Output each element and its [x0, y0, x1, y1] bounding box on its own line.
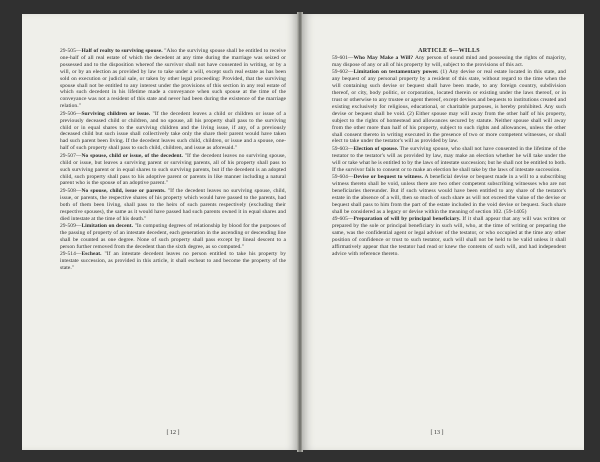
article-title: ARTICLE 6—WILLS: [418, 48, 480, 54]
section-number: 59-601: [332, 55, 348, 61]
section-number: 29-508: [60, 187, 76, 194]
section-number: 59-602: [332, 69, 348, 76]
section-text: "In computing degrees of relationship by blood for the purposes of the passing of property of an intestate decedent, each generation in the ascending or descending line shall be counted as one degree. None of such property shall pass except by lineal descent to a person further removed from the decedent than the sixth degree, as so computed.": [60, 223, 286, 250]
section-heading: Preparation of will by principal beneficiary.: [353, 216, 461, 223]
section-number: 59-604: [332, 174, 348, 181]
right-page-number: [ 13 ]: [430, 430, 444, 436]
statute-paragraph: 49-605—Preparation of will by principal beneficiary. If it shall appear that any will was written or prepared by the sole or principal beneficiary in such will, who, at the time of writing or preparing the same, was the confidential agent or legal adviser of the testator, or who occupied at the time any other position of confidence or trust to such testator, such will shall not be held to be valid unless it shall affirmatively appear that the testator had read or knew the contents of such will, and had independent advice with reference thereto.: [332, 216, 566, 257]
section-heading: Half of realty to surviving spouse.: [81, 48, 163, 54]
section-heading: Limitation on testamentary power.: [353, 69, 439, 76]
section-text: A beneficial devise or bequest made in a will to a subscribing witness thereto shall be void, unless there are two other competent subscribing witnesses who are not beneficiaries thereunder. But if such witness would have been entitled to any share of the testator's estate in the absence of a will, then so much of such share as will not exceed the value of the devise or bequest shall pass to him from the part of the estate included in the void devise or bequest. Such share shall be considered as a legacy or devise within the meaning of section 102. (59-1405): [332, 174, 566, 215]
section-heading: Who May Make a Will?: [353, 55, 414, 61]
left-page: [22, 14, 298, 450]
section-heading: Devise or bequest to witness.: [353, 174, 424, 181]
section-number: 29-509: [60, 223, 76, 230]
statute-paragraph: 29-507—No spouse, child or issue, of the decedent. "If the decedent leaves no surviving spouse, child or issue, but leaves a surviving parent or surviving parents, all of his property shall pass to such surviving parent or in equal shares to such surviving parents, but if the decedent is an adopted child, such property shall pass to his adoptive parent or parents in like manner including a natural parent who is the spouse of an adoptive parent.": [60, 152, 286, 187]
section-heading: No spouse, child, issue or parents.: [81, 187, 166, 194]
section-number: 29-505: [60, 48, 76, 54]
section-text: "Also the surviving spouse shall be entitled to receive one-half of all real estate of which the decedent at any time during the marriage was seized or possessed and to the disposition whereof the survivor shall not have consented in writing, or by a will, or by an election as provided by law to take under a will, except such real estate as has been sold on execution or judicial sale, or taken by other legal proceeding: Provided, that the surviving spouse shall not be entitled to any interest under the provisions of this section in any real estate of which such decedent in his lifetime made a conveyance when such spouse at the time of the conveyance was not a resident of this state and never had been during the existence of the marriage relation.": [60, 48, 286, 110]
section-heading: Limitation on decent.: [81, 223, 134, 230]
statute-paragraph: 29-508—No spouse, child, issue or parents. "If the decedent leaves no surviving spouse, child, issue, or parents, the respective shares of his property which would have passed to the parents, had both of them been living, shall pass to the heirs of such parents respectively (excluding their respective spouses), the same as it would have passed had such parents owned it in equal shares and died intestate at the time of his death.": [60, 187, 286, 222]
left-page-text: [60, 48, 286, 272]
section-text: "If an intestate decedent leaves no person entitled to take his property by intestate succession, as provided in this article, it shall escheat to and become the property of the state.": [60, 251, 286, 272]
section-text: "If the decedent leaves no surviving spouse, child or issue, but leaves a surviving parent or surviving parents, all of his property shall pass to such surviving parent or in equal shares to such surviving parents, but if the decedent is an adopted child, such property shall pass to his adoptive parent or parents in like manner including a natural parent who is the spouse of an adoptive parent.": [60, 152, 286, 187]
section-number: 29-514: [60, 251, 76, 258]
section-number: 49-605: [332, 216, 348, 223]
section-text: If it shall appear that any will was written or prepared by the sole or principal beneficiary in such will, who, at the time of writing or preparing the same, was the confidential agent or legal adviser of the testator, or who occupied at the time any other position of confidence or trust to such testator, such will shall not be held to be valid unless it shall affirmatively appear that the testator had read or knew the contents of such will, and had independent advice with reference thereto.: [332, 216, 566, 257]
statute-paragraph: 29-514—Escheat. "If an intestate decedent leaves no person entitled to take his property by intestate succession, as provided in this article, it shall escheat to and become the property of the state.": [60, 251, 286, 272]
left-page-number: [ 12 ]: [166, 430, 180, 436]
right-page: [302, 14, 584, 450]
section-heading: Election of spouse.: [353, 145, 399, 152]
section-number: 29-507: [60, 152, 76, 159]
statute-paragraph: 59-601—Who May Make a Will? Any person of sound mind and possessing the rights of majority, may dispose of any or all of his property by will, subject to the provisions of this act.: [332, 55, 566, 68]
section-text: "If the decedent leaves no surviving spouse, child, issue, or parents, the respective shares of his property which would have passed to the parents, had both of them been living, shall pass to the heirs of such parents respectively (excluding their respective spouses), the same as it would have passed had such parents owned it in equal shares and died intestate at the time of his death.": [60, 187, 286, 222]
section-text: "If the decedent leaves a child or children or issue of a previously deceased child or children, and no spouse, all his property shall pass to the surviving child or in equal shares to the surviving children and the living issue, if any, of a previously deceased child but such issue shall collectively take only the share their parent would have taken had such parent been living. If the decedent leaves such child, children, or issue and a spouse, one-half of such property shall pass to such child, children, and issue as aforesaid.": [60, 110, 286, 152]
section-text: (1) Any devise or real estate located in this state, and any bequest of any personal property by a resident of this state, without regard to the time when the will containing such devise or bequest shall have been made, to any foreign country, subdivision thereof, or city, body politic, or corporation, located therein or existing under the laws thereof, or in trust or otherwise to any trustee or agent thereof, except devises and bequests to institutions created and existing exclusively for religious, educational, or charitable purposes, is hereby prohibited. Any such devise or bequest shall be void. (2) Either spouse may will away from the other half of his property, subject to the rights of homestead and allowances secured by statute. Neither spouse shall will away from the other more than half of his property, subject to such rights and allowances, unless the other shall consent thereto in writing executed in the presence of two or more competent witnesses, or shall elect to take under the testator's will as provided by law.: [332, 69, 566, 145]
section-heading: Escheat.: [81, 251, 102, 258]
statute-paragraph: 59-602—Limitation on testamentary power. (1) Any devise or real estate located in this state, and any bequest of any personal property by a resident of this state, without regard to the time when the will containing such devise or bequest shall have been made, to any foreign country, subdivision thereof, or city, body politic, or corporation, located therein or existing under the laws thereof, or in trust or otherwise to any trustee or agent thereof, except devises and bequests to institutions created and existing exclusively for religious, educational, or charitable purposes, is hereby prohibited. Any such devise or bequest shall be void. (2) Either spouse may will away from the other half of his property, subject to the rights of homestead and allowances secured by statute. Neither spouse shall will away from the other more than half of his property, subject to such rights and allowances, unless the other shall consent thereto in writing executed in the presence of two or more competent witnesses, or shall elect to take under the testator's will as provided by law.: [332, 69, 566, 145]
statute-paragraph: 29-505—Half of realty to surviving spouse. "Also the surviving spouse shall be entitled to receive one-half of all real estate of which the decedent at any time during the marriage was seized or possessed and to the disposition whereof the survivor shall not have consented in writing, or by a will, or by an election as provided by law to take under a will, except such real estate as has been sold on execution or judicial sale, or taken by other legal proceeding: Provided, that the surviving spouse shall not be entitled to any interest under the provisions of this section in any real estate of which such decedent in his lifetime made a conveyance when such spouse at the time of the conveyance was not a resident of this state and never had been during the existence of the marriage relation.": [60, 48, 286, 110]
statute-paragraph: 59-603—Election of spouse. The surviving spouse, who shall not have consented in the lifetime of the testator to the testator's will as provided by law, may make an election whether he will take under the will or take what he is entitled to by the laws of intestate succession; but he shall not be entitled to both. If the survivor fails to consent or to make an election he shall take by the laws of intestate succession.: [332, 145, 567, 173]
statute-paragraph: 29-506—Surviving children or issue. "If the decedent leaves a child or children or issue of a previously deceased child or children, and no spouse, all his property shall pass to the surviving child or in equal shares to the surviving children and the living issue, if any, of a previously deceased child but such issue shall collectively take only the share their parent would have taken had such parent been living. If the decedent leaves such child, children, or issue and a spouse, one-half of such property shall pass to such child, children, and issue as aforesaid.": [60, 110, 286, 152]
section-heading: No spouse, child or issue, of the decedent.: [81, 152, 183, 159]
statute-paragraph: 59-604—Devise or bequest to witness. A beneficial devise or bequest made in a will to a subscribing witness thereto shall be void, unless there are two other competent subscribing witnesses who are not beneficiaries thereunder. But if such witness would have been entitled to any share of the testator's estate in the absence of a will, then so much of such share as will not exceed the value of the devise or bequest shall pass to him from the part of the estate included in the void devise or bequest. Such share shall be considered as a legacy or devise within the meaning of section 102. (59-1405): [332, 174, 566, 215]
right-page-text: [332, 55, 566, 258]
statute-paragraph: 29-509—Limitation on decent. "In computing degrees of relationship by blood for the purposes of the passing of property of an intestate decedent, each generation in the ascending or descending line shall be counted as one degree. None of such property shall pass except by lineal descent to a person further removed from the decedent than the sixth degree, as so computed.": [60, 223, 286, 250]
section-number: 59-603: [332, 145, 348, 152]
section-heading: Surviving children or issue.: [81, 110, 151, 117]
section-number: 29-506: [60, 110, 76, 117]
section-text: Any person of sound mind and possessing the rights of majority, may dispose of any or all of his property by will, subject to the provisions of this act.: [332, 55, 566, 68]
section-text: The surviving spouse, who shall not have consented in the lifetime of the testator to the testator's will as provided by law, may make an election whether he will take under the will or take what he is entitled to by the laws of intestate succession; but he shall not be entitled to both. If the survivor fails to consent or to make an election he shall take by the laws of intestate succession.: [332, 145, 567, 173]
